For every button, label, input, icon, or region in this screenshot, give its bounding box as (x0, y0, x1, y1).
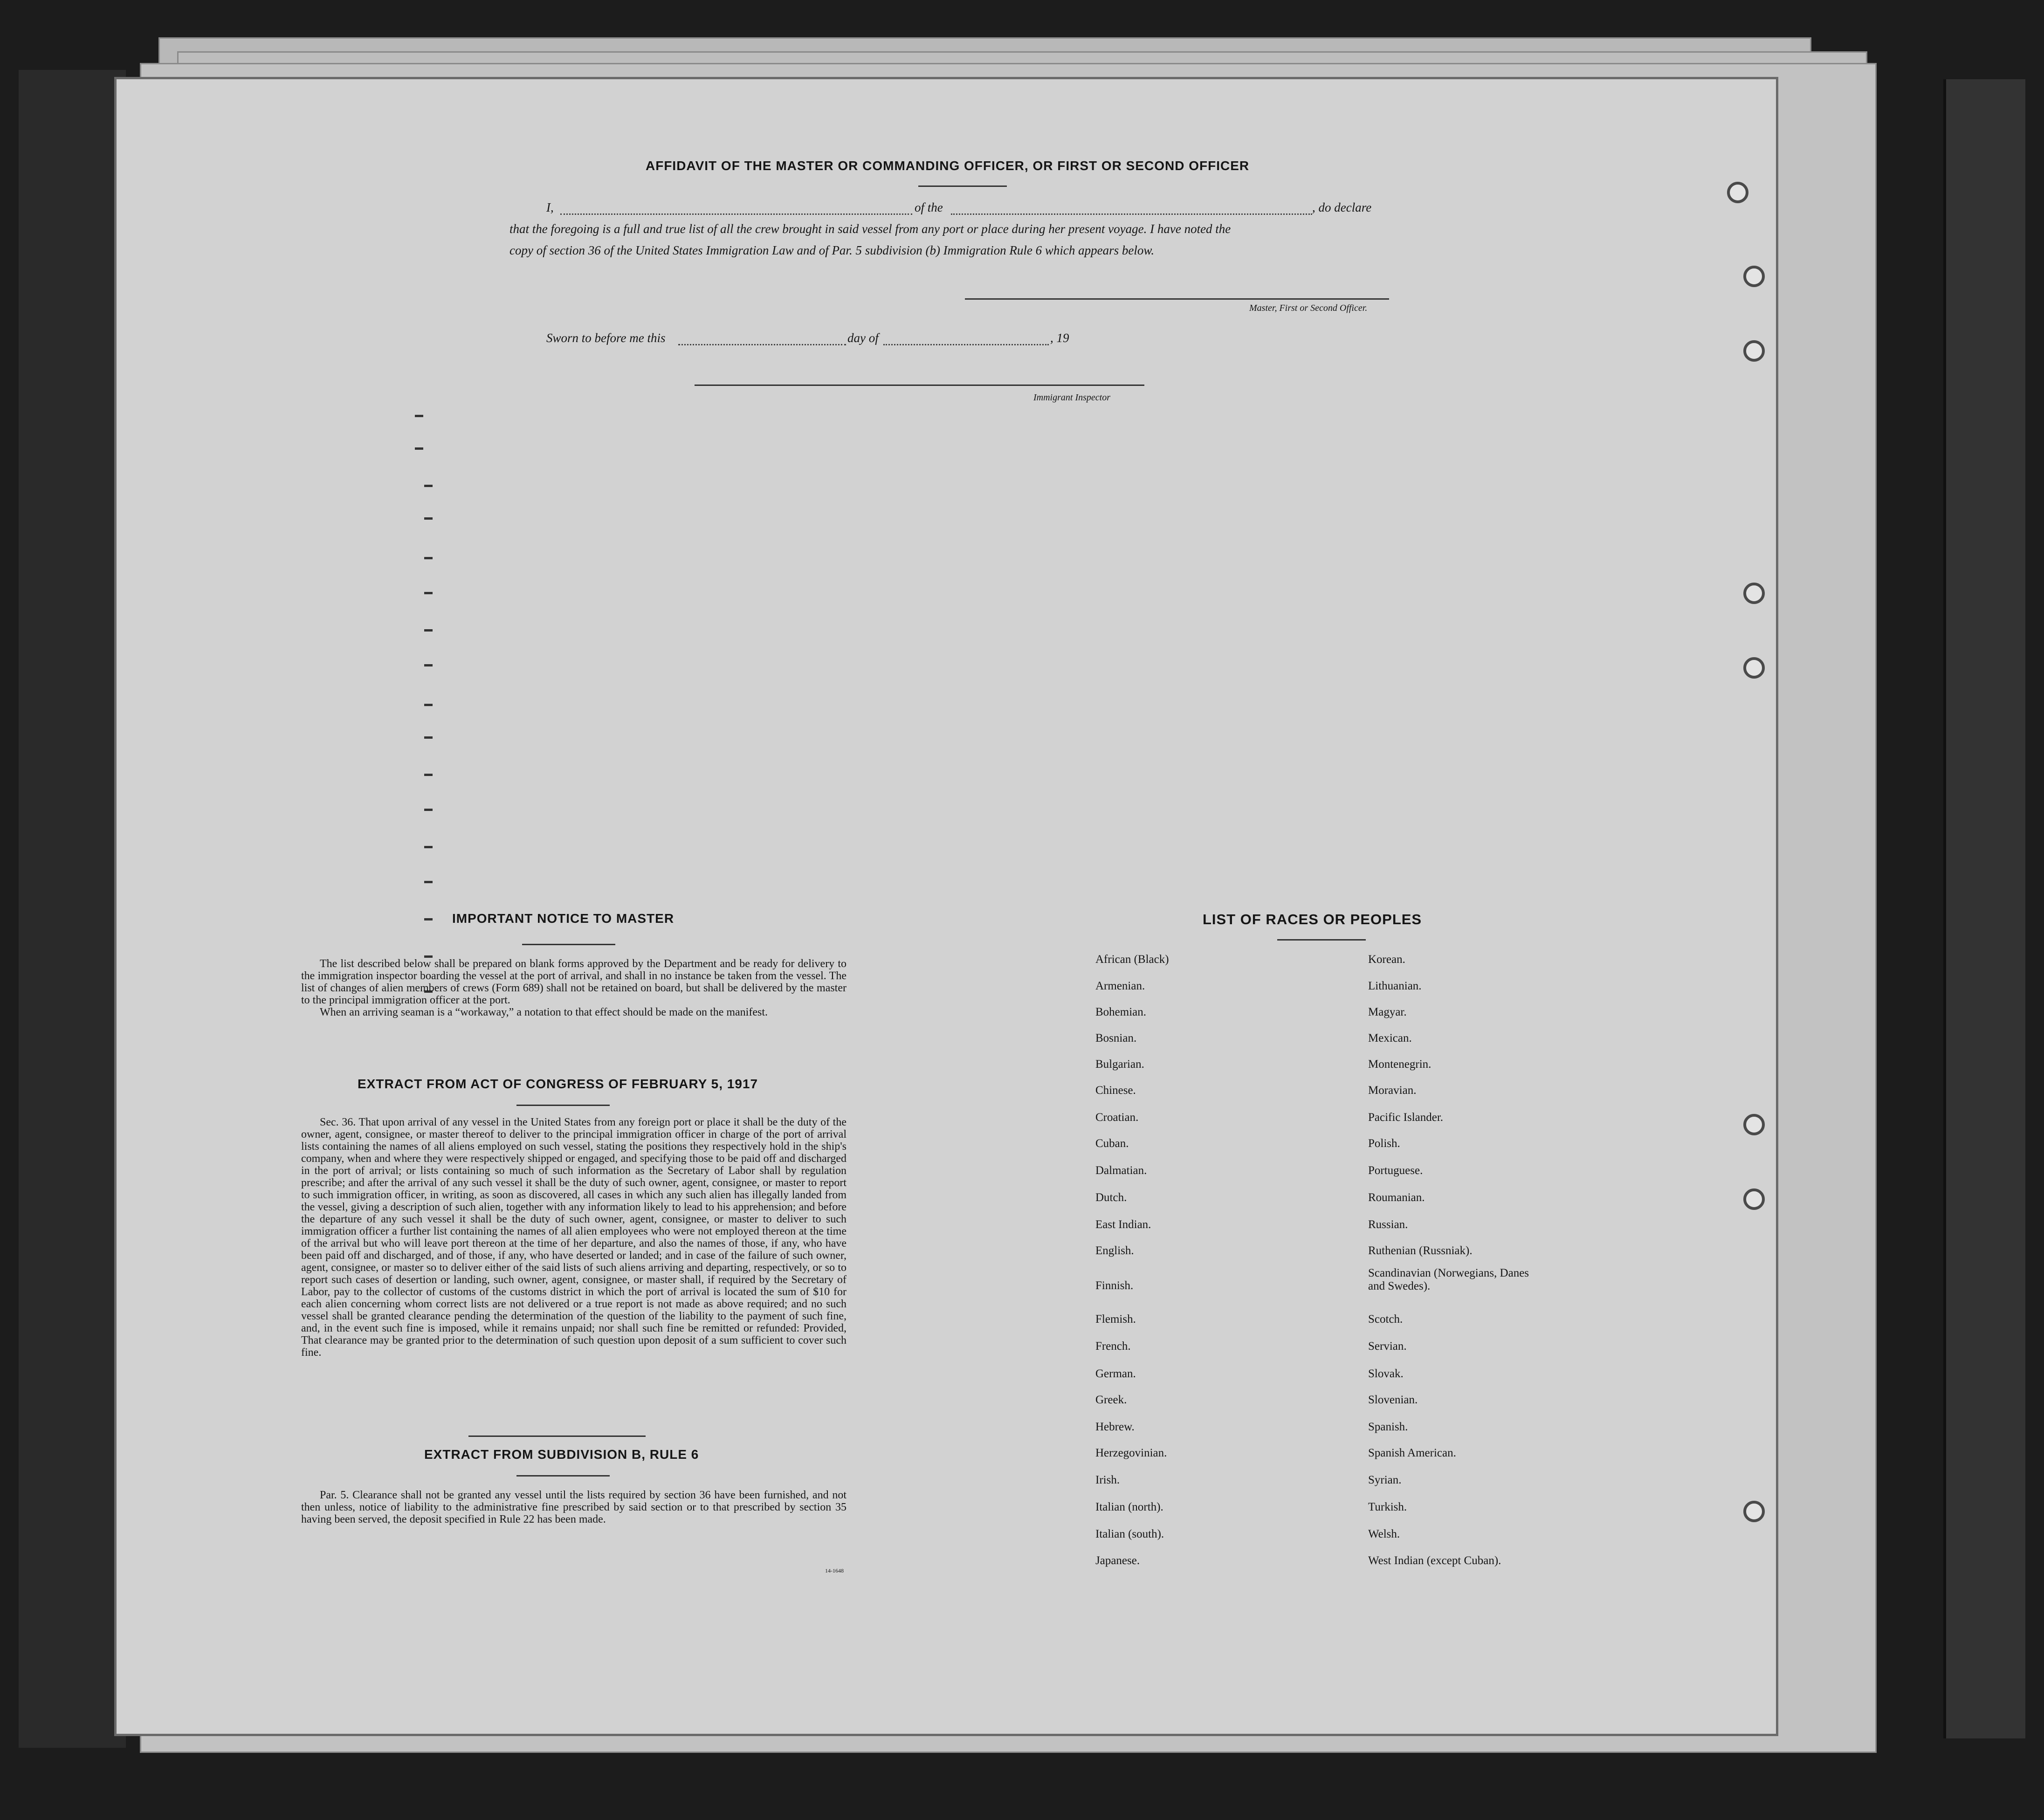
race-right-item: Moravian. (1368, 1084, 1417, 1097)
race-left-item: Flemish. (1095, 1313, 1136, 1326)
punch-hole-icon (1743, 1501, 1765, 1522)
race-right-item: Spanish American. (1368, 1447, 1456, 1459)
master-signature-line[interactable] (965, 298, 1389, 300)
race-left-item: Greek. (1095, 1394, 1127, 1406)
race-right-item: Syrian. (1368, 1474, 1402, 1486)
race-right-item: Mexican. (1368, 1032, 1412, 1044)
race-right-item: Polish. (1368, 1137, 1400, 1150)
race-left-item: Hebrew. (1095, 1421, 1135, 1433)
notice-title: IMPORTANT NOTICE TO MASTER (452, 911, 674, 926)
notice-title-rule (522, 944, 615, 945)
margin-tick (424, 918, 433, 920)
race-left-item: Bosnian. (1095, 1032, 1137, 1044)
race-left-item: Dutch. (1095, 1191, 1127, 1204)
extract-act-title: EXTRACT FROM ACT OF CONGRESS OF FEBRUARY 5, 1917 (358, 1077, 758, 1091)
race-left-item: Cuban. (1095, 1137, 1129, 1150)
race-left-item: Bulgarian. (1095, 1058, 1144, 1071)
margin-tick (415, 447, 423, 450)
punch-hole-icon (1743, 1114, 1765, 1135)
extract-rule-rule (516, 1475, 610, 1477)
margin-tick (424, 485, 433, 487)
form-number: 14-1648 (825, 1567, 844, 1574)
punch-hole-icon (1743, 1188, 1765, 1210)
race-right-item: Slovak. (1368, 1367, 1404, 1380)
punch-hole-icon (1743, 657, 1765, 679)
punch-hole-icon (1727, 182, 1748, 203)
affidavit-i-label: I, (546, 200, 554, 214)
extract-rule-text (301, 1489, 847, 1525)
race-left-item: African (Black) (1095, 953, 1169, 966)
master-name-field[interactable] (560, 213, 912, 215)
affidavit-statement-line: copy of section 36 of the United States Immigration Law and of Par. 5 subdivision (b) Immigration Rule 6 which appears below. (509, 243, 1155, 257)
margin-tick (424, 664, 433, 666)
margin-tick (424, 629, 433, 632)
race-right-item: Korean. (1368, 953, 1405, 966)
binder-left-edge (19, 70, 126, 1748)
affidavit-title-rule (918, 185, 1007, 187)
punch-hole-icon (1743, 583, 1765, 604)
margin-tick (424, 774, 433, 776)
race-right-item: Servian. (1368, 1340, 1407, 1353)
race-left-item: Herzegovinian. (1095, 1447, 1167, 1459)
race-left-item: East Indian. (1095, 1218, 1151, 1231)
margin-tick (424, 592, 433, 594)
race-left-item: French. (1095, 1340, 1131, 1353)
section-36-paragraph: Sec. 36. That upon arrival of any vessel in the United States from any foreign port or place it shall be the duty of the owner, agent, consignee, or master thereof to deliver to the principal immigration officer in charge of the port of arrival lists containing the names of all aliens employed on such vessel, stating the positions they respectively hold in the ship's company, when and where they were respectively shipped or engaged, and specifying those to be paid off and discharged in the port of arrival; or lists containing so much of such information as the Secretary of Labor shall by regulation prescribe; and after the arrival of any such vessel it shall be the duty of such owner, agent, consignee, or master to report to such immigration officer, in writing, as soon as discovered, all cases in which any such alien has illegally landed from the vessel, giving a description of such alien, together with any information likely to lead to his apprehension; and before the departure of any such vessel it shall be the duty of such owner, agent, consignee, or master to deliver to such immigration officer a further list containing the names of all alien employees who were not employed thereon at the time of the arrival but who will leave port thereon at the time of her departure, and also the names of those, if any, who have been paid off and discharged, and of those, if any, who have deserted or landed; and in case of the failure of such owner, agent, consignee, or master so to deliver either of the said lists of such aliens arriving and departing, respectively, or so to report such cases of desertion or landing, such owner, agent, consignee, or master shall, if required by the Secretary of Labor, pay to the collector of customs of the customs district in which the port of arrival is located the sum of $10 for each alien concerning whom correct lists are not delivered or a true report is not made as above required; and no such vessel shall be granted clearance pending the determination of the question of the liability to the payment of such fine, and, in the event such fine is imposed, while it remains unpaid; nor shall such fine be remitted or refunded: Provided, That clearance may be granted prior to the determination of such question upon deposit of a sum sufficient to cover such fine. (301, 1116, 847, 1359)
master-signature-label: Master, First or Second Officer. (1249, 303, 1368, 313)
margin-tick (424, 809, 433, 811)
vessel-name-field[interactable] (951, 213, 1312, 215)
year-label: , 19 (1050, 331, 1069, 345)
race-right-item: Scandinavian (Norwegians, Danes and Swedes). (1368, 1267, 1529, 1292)
race-left-item: Armenian. (1095, 980, 1145, 992)
race-right-item: Scotch. (1368, 1313, 1403, 1326)
race-left-item: German. (1095, 1367, 1136, 1380)
race-left-item: English. (1095, 1244, 1134, 1257)
race-right-item: Spanish. (1368, 1421, 1408, 1433)
margin-tick (415, 415, 423, 417)
race-right-item: Lithuanian. (1368, 980, 1422, 992)
margin-tick (424, 704, 433, 706)
race-left-item: Japanese. (1095, 1554, 1140, 1567)
race-right-item: Pacific Islander. (1368, 1111, 1444, 1124)
affidavit-of-the-label: of the (915, 200, 943, 214)
margin-tick (424, 517, 433, 520)
race-left-item: Dalmatian. (1095, 1164, 1147, 1177)
extract-act-rule (516, 1105, 610, 1106)
inspector-signature-line[interactable] (695, 385, 1144, 386)
margin-tick (424, 881, 433, 883)
extract-rule-title: EXTRACT FROM SUBDIVISION B, RULE 6 (424, 1447, 699, 1462)
race-left-item: Croatian. (1095, 1111, 1139, 1124)
extract-act-text (301, 1116, 847, 1359)
race-left-item: Italian (north). (1095, 1501, 1163, 1513)
race-right-item: Turkish. (1368, 1501, 1407, 1513)
extract-rule-top-rule (468, 1435, 646, 1437)
binder-right-edge (1943, 79, 2025, 1738)
races-title: LIST OF RACES OR PEOPLES (1203, 911, 1422, 927)
sworn-date-field[interactable] (678, 344, 846, 345)
race-right-item: Welsh. (1368, 1528, 1400, 1540)
punch-hole-icon (1743, 266, 1765, 287)
race-right-item: Roumanian. (1368, 1191, 1425, 1204)
affidavit-declare-label: , do declare (1312, 200, 1372, 214)
punch-hole-icon (1743, 340, 1765, 362)
race-right-item: Ruthenian (Russniak). (1368, 1244, 1473, 1257)
race-left-item: Bohemian. (1095, 1006, 1147, 1018)
affidavit-title: AFFIDAVIT OF THE MASTER OR COMMANDING OFFICER, OR FIRST OR SECOND OFFICER (646, 158, 1250, 173)
race-right-item: Slovenian. (1368, 1394, 1418, 1406)
races-title-rule (1277, 939, 1366, 941)
margin-tick (424, 846, 433, 848)
race-right-item: Portuguese. (1368, 1164, 1423, 1177)
race-right-item: West Indian (except Cuban). (1368, 1554, 1501, 1567)
notice-paragraph: The list described below shall be prepared on blank forms approved by the Department and be ready for delivery to the immigration inspector boarding the vessel at the port of arrival, and shall in no instance be taken from the vessel. The list of changes of alien members of crews (Form 689) shall not be retained on board, but shall be delivered by the master to the principal immigration officer at the port. (301, 958, 847, 1006)
sworn-month-field[interactable] (883, 344, 1049, 345)
race-left-item: Italian (south). (1095, 1528, 1164, 1540)
par-5-paragraph: Par. 5. Clearance shall not be granted any vessel until the lists required by section 36 have been furnished, and not then unless, notice of liability to the administrative fine prescribed by said section or to that prescribed by section 35 having been served, the deposit specified in Rule 22 has been made. (301, 1489, 847, 1525)
affidavit-statement-line: that the foregoing is a full and true list of all the crew brought in said vessel from any port or place during her present voyage. I have noted the (509, 222, 1231, 236)
inspector-signature-label: Immigrant Inspector (1033, 392, 1110, 403)
race-left-item: Irish. (1095, 1474, 1120, 1486)
manifest-page (114, 77, 1778, 1736)
race-right-item: Montenegrin. (1368, 1058, 1431, 1071)
race-right-item: Magyar. (1368, 1006, 1407, 1018)
day-of-label: day of (847, 331, 879, 345)
sworn-label: Sworn to before me this (546, 331, 666, 345)
race-left-item: Finnish. (1095, 1279, 1134, 1292)
margin-tick (424, 736, 433, 739)
notice-paragraph: When an arriving seaman is a “workaway,” a notation to that effect should be made on the manifest. (320, 1006, 768, 1018)
race-right-item: Russian. (1368, 1218, 1408, 1231)
race-left-item: Chinese. (1095, 1084, 1136, 1097)
notice-text (301, 958, 847, 1018)
margin-tick (424, 557, 433, 559)
